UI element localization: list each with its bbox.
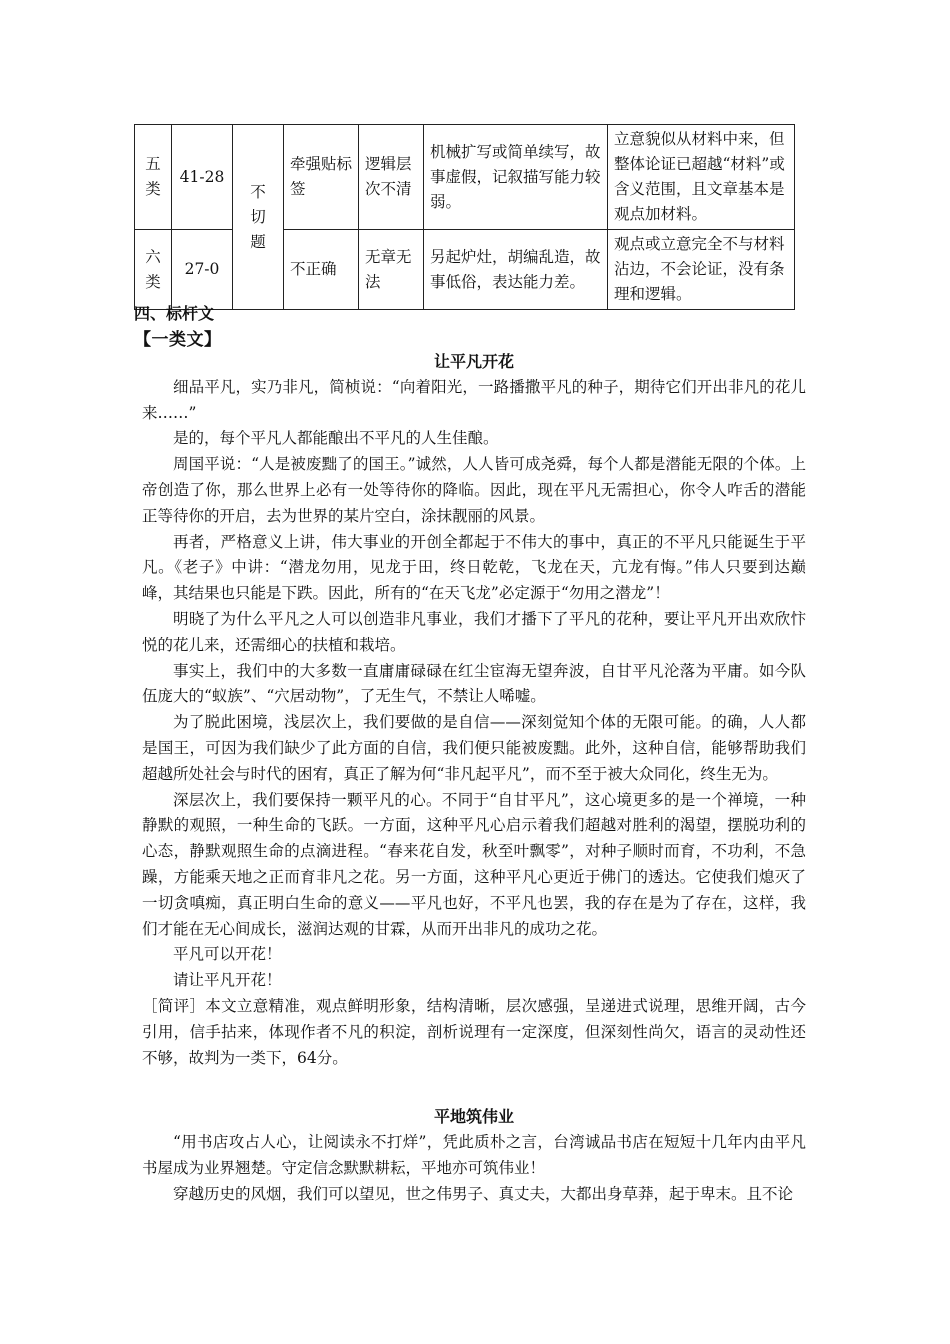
essay-paragraph: 为了脱此困境，浅层次上，我们要做的是自信——深刻觉知个体的无限可能。的确，人人都是国王，可因为我们缺少了此方面的自信，我们便只能被废黜。此外，这种自信，能够帮助我们超越所处社会与时代的困宥，真正了解为何“非凡起平凡”，而不至于被大众同化，终生无为。 bbox=[142, 713, 806, 783]
argument-cell: 立意貌似从材料中来，但整体论证已超越“材料”或含义范围，且文章基本是观点加材料。 bbox=[608, 125, 795, 230]
essay-paragraph: 是的，每个平凡人都能酿出不平凡的人生佳酿。 bbox=[173, 429, 499, 448]
structure-cell: 无章无法 bbox=[359, 230, 424, 310]
essay-paragraph: “用书店攻占人心，让阅读永不打烊”，凭此质朴之言，台湾诚品书店在短短十几年内由平凡书屋成为业界翘楚。守定信念默默耕耘，平地亦可筑伟业！ bbox=[142, 1133, 806, 1177]
essay-paragraph: 细品平凡，实乃非凡，简桢说：“向着阳光，一路播撒平凡的种子，期待它们开出非凡的花儿来……” bbox=[142, 377, 806, 422]
idea-cell: 不正确 bbox=[284, 230, 359, 310]
section-heading: 四、标杆文 bbox=[134, 304, 215, 323]
essay-paragraph: 平凡可以开花！ bbox=[173, 945, 282, 964]
essay-comment: ［简评］本文立意精准，观点鲜明形象，结构清晰，层次感强，呈递进式说理，思维开阔，古今引用，信手拈来，体现作者不凡的积淀，剖析说理有一定深度，但深刻性尚欠，语言的灵动性还不够，故判为一类下，64分。 bbox=[142, 996, 806, 1067]
essay-title: 让平凡开花 bbox=[433, 352, 514, 371]
essay-paragraph: 再者，严格意义上讲，伟大事业的开创全都起于不伟大的事中，真正的不平凡只能诞生于平凡。《老子》中讲：“潜龙勿用，见龙于田，终日乾乾，飞龙在天，亢龙有悔。”伟人只要到达巅峰，其结果也只能是下跌。因此，所有的“在天飞龙”必定源于“勿用之潜龙”！ bbox=[142, 532, 806, 603]
essay-paragraph: 周国平说：“人是被废黜了的国王。”诚然，人人皆可成尧舜，每个人都是潜能无限的个体。上帝创造了你，那么世界上必有一处等待你的降临。因此，现在平凡无需担心，你令人咋舌的潜能正等待你的开启，去为世界的某片空白，涂抹靓丽的风景。 bbox=[142, 455, 806, 525]
writing-cell: 另起炉灶，胡编乱造，故事低俗，表达能力差。 bbox=[424, 230, 608, 310]
score-cell: 27-0 bbox=[172, 230, 233, 310]
level-cell: 六类 bbox=[135, 230, 172, 310]
essay-paragraph: 请让平凡开花！ bbox=[173, 971, 282, 990]
score-cell: 41-28 bbox=[172, 125, 233, 230]
writing-cell: 机械扩写或简单续写，故事虚假，记叙描写能力较弱。 bbox=[424, 125, 608, 230]
grading-table bbox=[134, 124, 795, 310]
structure-cell: 逻辑层次不清 bbox=[359, 125, 424, 230]
argument-cell: 观点或立意完全不与材料沾边，不会论证，没有条理和逻辑。 bbox=[608, 230, 795, 310]
essay-paragraph: 深层次上，我们要保持一颗平凡的心。不同于“自甘平凡”，这心境更多的是一个禅境，一种静默的观照，一种生命的飞跃。一方面，这种平凡心启示着我们超越对胜利的渴望，摆脱功利的心态，静默观照生命的点滴进程。“春来花自发，秋至叶飘零”，对种子顺时而育，不功利，不急躁，方能乘天地之正而育非凡之花。另一方面，这种平凡心更近于佛门的透达。它使我们熄灭了一切贪嗔痴，真正明白生命的意义——平凡也好，不平凡也罢，我的存在是为了存在，这样，我们才能在无心间成长，滋润达观的甘霖，从而开出非凡的成功之花。 bbox=[142, 790, 806, 938]
topic-cell: 不切题 bbox=[233, 125, 284, 310]
essay-title: 平地筑伟业 bbox=[433, 1107, 514, 1127]
essay-paragraph: 明晓了为什么平凡之人可以创造非凡事业，我们才播下了平凡的花种，要让平凡开出欢欣忭悦的花儿来，还需细心的扶植和栽培。 bbox=[142, 609, 806, 654]
level-cell: 五类 bbox=[135, 125, 172, 230]
essay-1 bbox=[142, 349, 806, 1208]
category-heading: 【一类文】 bbox=[134, 330, 222, 350]
section-gap bbox=[142, 1071, 806, 1104]
table-row bbox=[135, 125, 795, 230]
essay-paragraph: 穿越历史的风烟，我们可以望见，世之伟男子、真丈夫，大都出身草莽，起于卑末。且不论 bbox=[173, 1184, 794, 1203]
essay-paragraph: 事实上，我们中的大多数一直庸庸碌碌在红尘宦海无望奔波，自甘平凡沦落为平庸。如今队伍庞大的“蚁族”、“穴居动物”，了无生气，不禁让人唏嘘。 bbox=[142, 661, 806, 706]
idea-cell: 牵强贴标签 bbox=[284, 125, 359, 230]
